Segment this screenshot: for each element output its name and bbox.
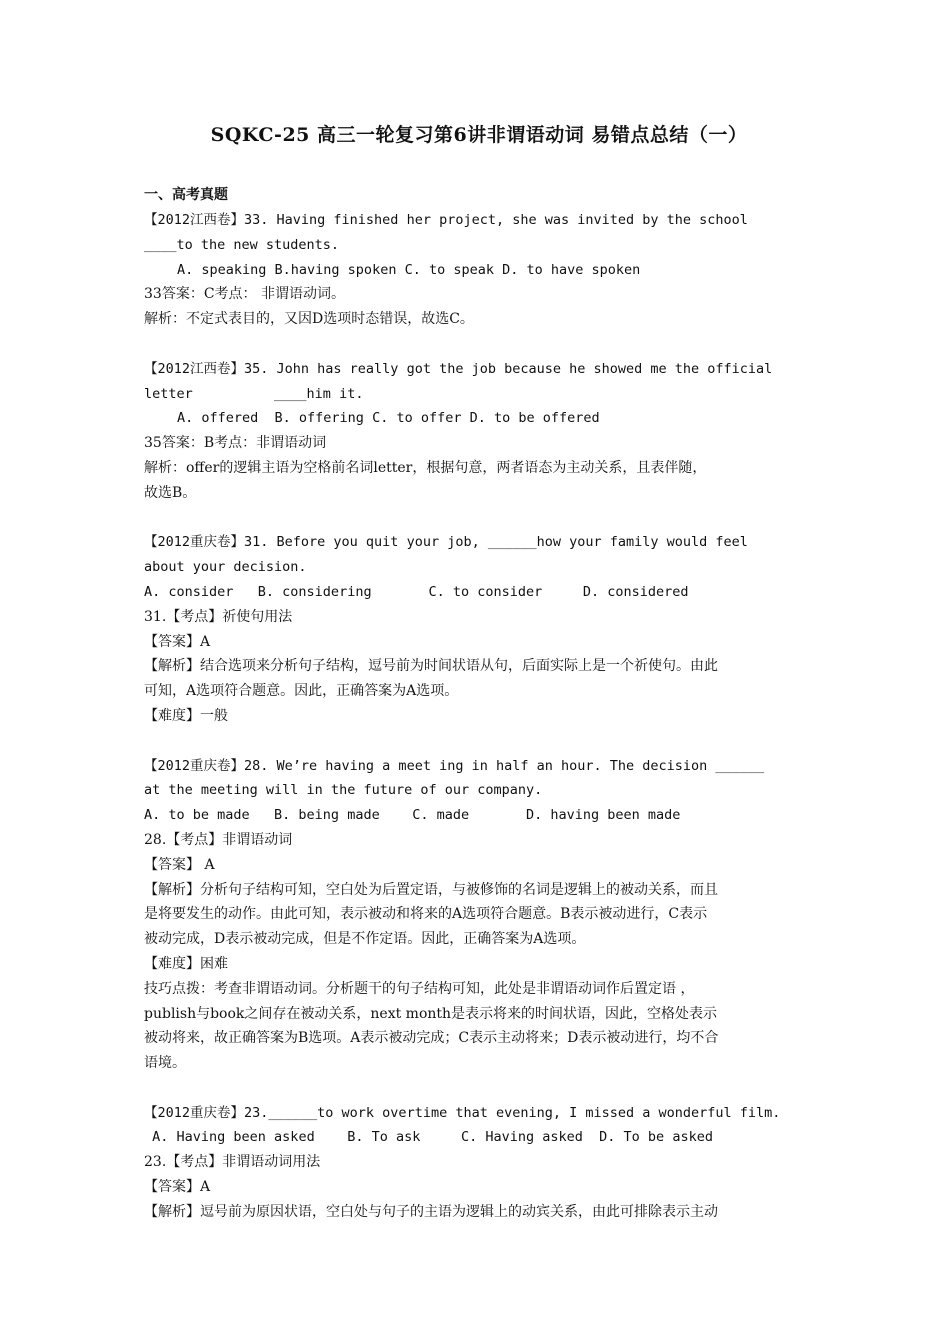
analysis-line: 【解析】分析句子结构可知，空白处为后置定语，与被修饰的名词是逻辑上的被动关系，而且 — [144, 881, 718, 898]
answer-line: 【答案】 A — [144, 856, 215, 873]
point-line: 31.【考点】祈使句用法 — [144, 608, 293, 625]
question-options: A. offered B. offering C. to offer D. to be offered — [177, 410, 600, 427]
answer-line: 35答案：B考点：非谓语动词 — [144, 435, 327, 452]
question-stem: 【2012江西卷】35. John has really got the job because he showed me the official — [144, 360, 773, 377]
difficulty-line: 【难度】一般 — [144, 707, 228, 724]
document-page — [144, 120, 814, 1225]
spacer — [144, 506, 814, 531]
question-block-4 — [144, 754, 814, 1076]
spacer — [144, 1076, 814, 1101]
question-stem-cont: ____to the new students. — [144, 236, 340, 253]
analysis-line: 可知，A选项符合题意。因此，正确答案为A选项。 — [144, 683, 459, 700]
answer-line: 33答案：C考点： 非谓语动词。 — [144, 286, 345, 303]
question-stem-cont: about your decision. — [144, 559, 307, 576]
question-options: A. Having been asked B. To ask C. Having asked D. To be asked — [144, 1129, 713, 1146]
analysis-line: 是将要发生的动作。由此可知，表示被动和将来的A选项符合题意。B表示被动进行，C表示 — [144, 906, 708, 923]
point-line: 28.【考点】非谓语动词 — [144, 831, 293, 848]
question-block-2 — [144, 357, 814, 506]
question-options: A. speaking B.having spoken C. to speak D. to have spoken — [177, 261, 641, 278]
question-stem: 【2012江西卷】33. Having finished her project, she was invited by the school — [144, 212, 748, 228]
analysis-line: 【解析】逗号前为原因状语，空白处与句子的主语为逻辑上的动宾关系，由此可排除表示主动 — [144, 1203, 718, 1220]
question-options: A. to be made B. being made C. made D. having been made — [144, 807, 681, 824]
question-stem-cont: at the meeting will in the future of our company. — [144, 782, 543, 799]
tip-line: 被动将来，故正确答案为B选项。A表示被动完成；C表示主动将来；D表示被动进行，均不合 — [144, 1030, 719, 1047]
section-heading: 一、高考真题 — [144, 187, 228, 203]
analysis-line: 【解析】结合选项来分析句子结构，逗号前为时间状语从句，后面实际上是一个祈使句。由此 — [144, 658, 718, 675]
question-stem: 【2012重庆卷】23.______to work overtime that evening, I missed a wonderful film. — [144, 1104, 781, 1121]
tip-line: publish与book之间存在被动关系，next month是表示将来的时间状语，因此，空格处表示 — [144, 1005, 718, 1022]
analysis-line: 故选B。 — [144, 484, 197, 501]
question-stem-cont: letter ____him it. — [144, 385, 364, 402]
spacer — [144, 332, 814, 357]
question-options: A. consider B. considering C. to consider D. considered — [144, 583, 689, 600]
point-line: 23.【考点】非谓语动词用法 — [144, 1154, 321, 1171]
analysis-line: 解析：offer的逻辑主语为空格前名词letter，根据句意，两者语态为主动关系，且表伴随， — [144, 459, 707, 476]
tip-line: 语境。 — [144, 1055, 186, 1072]
question-stem: 【2012重庆卷】28. We’re having a meet ing in half an hour. The decision ______ — [144, 757, 765, 774]
analysis-line: 被动完成，D表示被动完成，但是不作定语。因此，正确答案为A选项。 — [144, 931, 586, 948]
question-block-5 — [144, 1101, 814, 1225]
question-block-1 — [144, 208, 814, 332]
answer-line: 【答案】A — [144, 1179, 211, 1196]
analysis-line: 解析：不定式表目的，又因D选项时态错误，故选C。 — [144, 311, 474, 328]
document-title: SQKC-25 高三一轮复习第6讲非谓语动词 易错点总结（一） — [210, 124, 748, 146]
question-stem: 【2012重庆卷】31. Before you quit your job, ______how your family would feel — [144, 534, 748, 551]
question-block-3 — [144, 530, 814, 728]
difficulty-line: 【难度】困难 — [144, 955, 228, 972]
spacer — [144, 729, 814, 754]
answer-line: 【答案】A — [144, 633, 211, 650]
tip-line: 技巧点拨：考查非谓语动词。分析题干的句子结构可知，此处是非谓语动词作后置定语 ， — [144, 980, 695, 997]
